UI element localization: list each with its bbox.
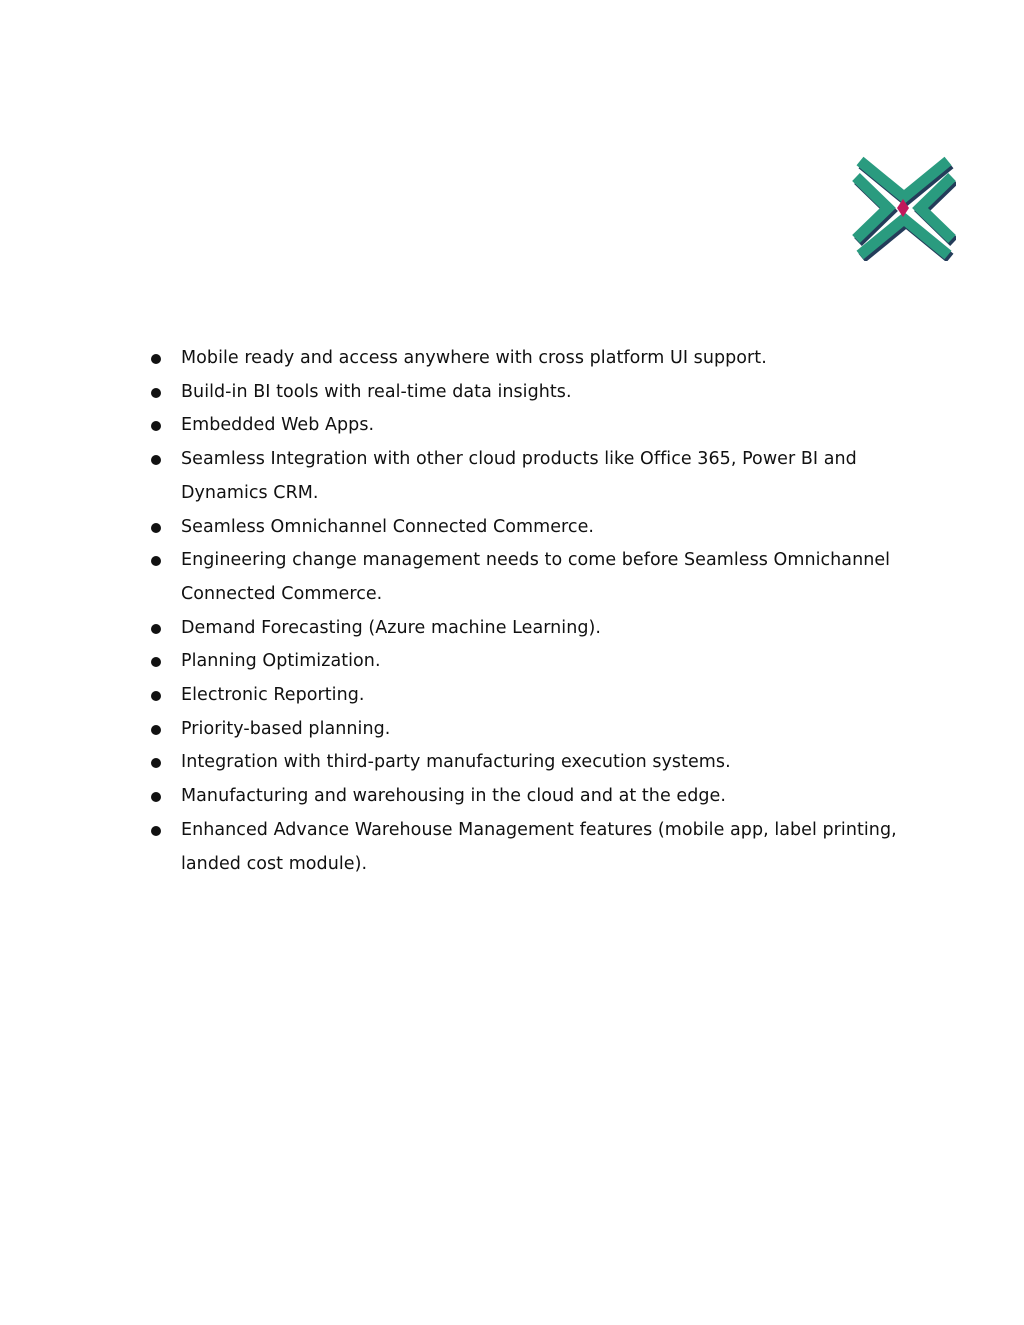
list-item: [150, 443, 910, 510]
bullet-icon: [151, 354, 161, 364]
list-item: [150, 376, 910, 410]
list-item: [150, 679, 910, 713]
list-item-text: Electronic Reporting.: [181, 685, 365, 706]
bullet-icon: [151, 826, 161, 836]
list-item-text: Integration with third-party manufacturing execution systems.: [181, 752, 731, 773]
list-item-text: Enhanced Advance Warehouse Management features (mobile app, label printing, landed cost module).: [181, 819, 897, 874]
bullet-icon: [151, 624, 161, 634]
list-item: [150, 409, 910, 443]
list-item-text: Seamless Integration with other cloud products like Office 365, Power BI and Dynamics CRM.: [181, 449, 857, 503]
list-item-text: Mobile ready and access anywhere with cross platform UI support.: [181, 348, 767, 368]
bullet-icon: [151, 691, 161, 701]
list-item-text: Embedded Web Apps.: [181, 415, 375, 436]
bullet-icon: [151, 421, 161, 431]
bullet-icon: [151, 725, 161, 735]
bullet-icon: [151, 388, 161, 398]
list-item: [150, 612, 910, 646]
list-item-text: Manufacturing and warehousing in the cloud and at the edge.: [181, 786, 726, 807]
feature-list: [150, 342, 910, 881]
list-item: [150, 511, 910, 545]
list-item-text: Build-in BI tools with real-time data insights.: [181, 381, 572, 402]
bullet-icon: [151, 523, 161, 533]
list-item-text: Demand Forecasting (Azure machine Learning).: [181, 617, 601, 638]
bullet-icon: [151, 455, 161, 465]
list-item: [150, 713, 910, 747]
list-item: [150, 746, 910, 780]
x-arrows-logo-icon: [848, 155, 956, 261]
bullet-icon: [151, 758, 161, 768]
bullet-icon: [151, 556, 161, 566]
list-item-text: Priority-based planning.: [181, 718, 391, 739]
list-item-text: Seamless Omnichannel Connected Commerce.: [181, 516, 595, 537]
list-item: [150, 544, 910, 611]
list-item-text: Planning Optimization.: [181, 651, 381, 672]
list-item: [150, 342, 910, 376]
company-logo: [848, 155, 956, 261]
list-item-text: Engineering change management needs to come before Seamless Omnichannel Connected Commerce.: [181, 550, 891, 604]
list-item: [150, 645, 910, 679]
bullet-icon: [151, 792, 161, 802]
bullet-icon: [151, 657, 161, 667]
list-item: [150, 814, 910, 881]
list-item: [150, 780, 910, 814]
